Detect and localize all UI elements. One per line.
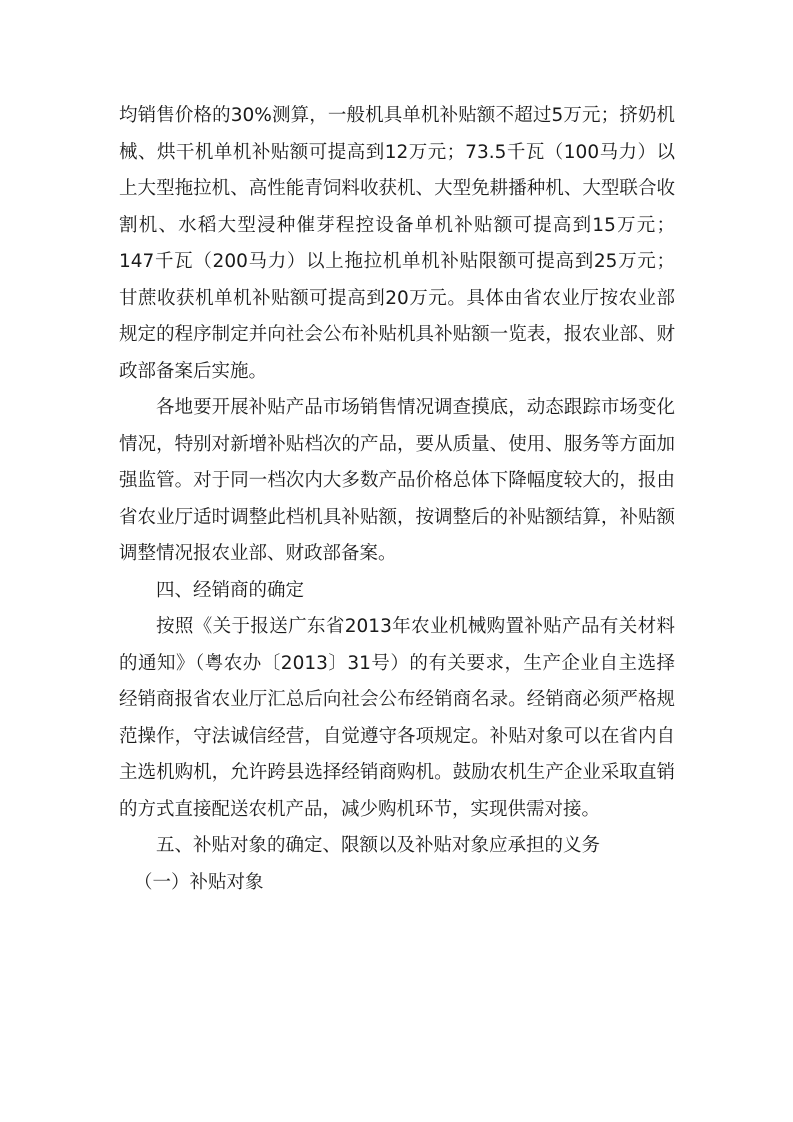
paragraph-market-survey: 各地要开展补贴产品市场销售情况调查摸底，动态跟踪市场变化情况，特别对新增补贴档次的产品，要从质量、使用、服务等方面加强监管。对于同一档次内大多数产品价格总体下降幅度较大的，报由省农业厅适时调整此档机具补贴额，按调整后的补贴额结算，补贴额调整情况报农业部、财政部备案。 — [119, 397, 675, 564]
paragraph-subsidy-amounts: 均销售价格的30%测算，一般机具单机补贴额不超过5万元；挤奶机械、烘干机单机补贴额可提高到12万元；73.5千瓦（100马力）以上大型拖拉机、高性能青饲料收获机、大型免耕播种机、大型联合收割机、水稻大型浸种催芽程控设备单机补贴额可提高到15万元；147千瓦（200马力）以上拖拉机单机补贴限额可提高到25万元；甘蔗收获机单机补贴额可提高到20万元。具体由省农业厅按农业部规定的程序制定并向社会公布补贴机具补贴额一览表，报农业部、财政部备案后实施。 — [119, 105, 675, 382]
subsection-heading-recipients: （一）补贴对象 — [134, 871, 264, 893]
document-body — [119, 98, 675, 901]
paragraph-dealer-selection: 按照《关于报送广东省2013年农业机械购置补贴产品有关材料的通知》（粤农办〔2013〕31号）的有关要求，生产企业自主选择经销商报省农业厅汇总后向社会公布经销商名录。经销商必须严格规范操作，守法诚信经营，自觉遵守各项规定。补贴对象可以在省内自主选机购机，允许跨县选择经销商购机。鼓励农机生产企业采取直销的方式直接配送农机产品，减少购机环节，实现供需对接。 — [119, 616, 675, 820]
section-heading-subsidy-recipients: 五、补贴对象的确定、限额以及补贴对象应承担的义务 — [156, 835, 601, 856]
section-heading-dealers: 四、经销商的确定 — [156, 579, 305, 601]
